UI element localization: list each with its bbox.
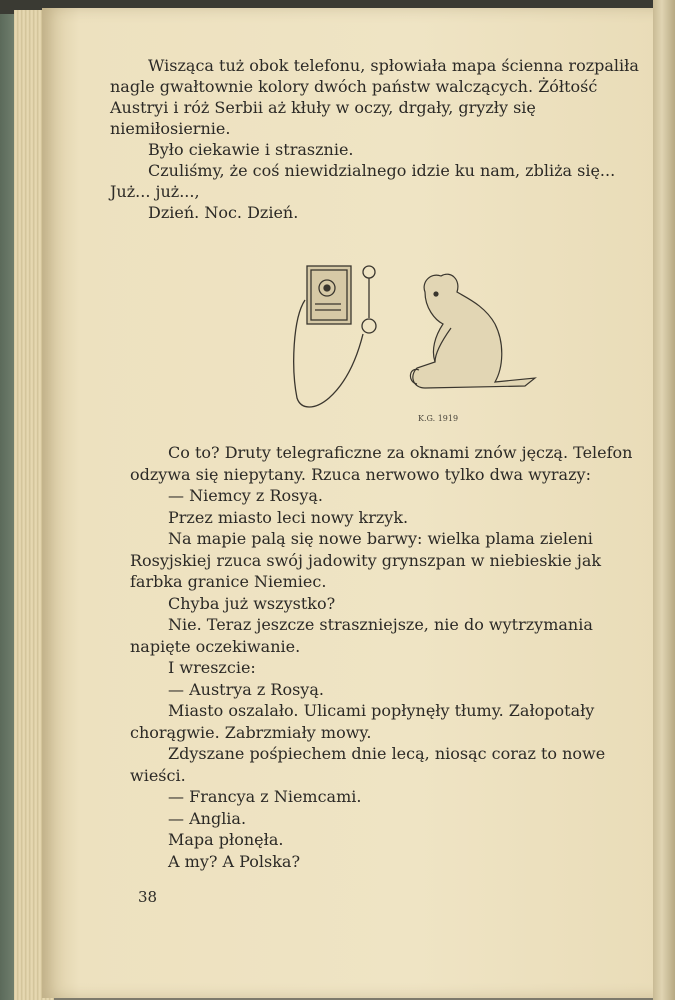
paragraph: Było ciekawie i strasznie. <box>148 140 354 159</box>
paragraph: A my? A Polska? <box>168 851 301 871</box>
paragraph: Na mapie palą się nowe barwy: wielka plama zieleni Rosyjskiej rzuca swój jadowity grynszpan w niebieskie jak farbka granice Niemiec. <box>130 529 602 591</box>
paragraph: Dzień. Noc. Dzień. <box>148 203 299 222</box>
page-number: 38 <box>138 888 158 906</box>
paragraph: — Austrya z Rosyą. <box>168 679 324 699</box>
paragraph: Czuliśmy, że coś niewidzialnego idzie ku nam, zbliża się... Już... już..., <box>110 161 616 201</box>
paragraph: Przez miasto leci nowy krzyk. <box>168 507 409 527</box>
paragraph: — Francya z Niemcami. <box>168 787 362 806</box>
teddy-bear-icon <box>410 274 535 388</box>
paragraph: Wisząca tuż obok telefonu, spłowiała mapa ścienna rozpaliła nagle gwałtownie kolory dwóch państw walczących. Żółtość Austryi i róż Serbii aż kłuły w oczy, drgały, gryzły się niemiłosiernie. <box>110 56 639 138</box>
paragraph: Co to? Druty telegraficzne za oknami znów jęczą. Telefon odzywa się niepytany. Rzuca nerwowo tylko dwa wyrazy: <box>130 443 633 484</box>
paragraph: Zdyszane pośpiechem dnie lecą, niosąc coraz to nowe wieści. <box>130 744 606 785</box>
bottom-text <box>130 442 650 872</box>
top-text <box>110 55 650 223</box>
illustration-signature: K.G. 1919 <box>418 414 459 423</box>
wall-telephone-icon <box>294 266 376 407</box>
illustration <box>285 258 555 418</box>
paragraph: Miasto oszalało. Ulicami popłynęły tłumy. Załopotały chorągwie. Zabrzmiały mowy. <box>130 701 595 742</box>
paragraph: Nie. Teraz jeszcze straszniejsze, nie do wytrzymania napięte oczekiwanie. <box>130 615 593 656</box>
paragraph: Mapa płonęła. <box>168 830 284 849</box>
paragraph: — Niemcy z Rosyą. <box>168 486 323 505</box>
paragraph: I wreszcie: <box>168 658 256 677</box>
paragraph: — Anglia. <box>168 808 247 828</box>
paragraph: Chyba już wszystko? <box>168 593 336 613</box>
page-edges-right <box>653 0 675 1000</box>
